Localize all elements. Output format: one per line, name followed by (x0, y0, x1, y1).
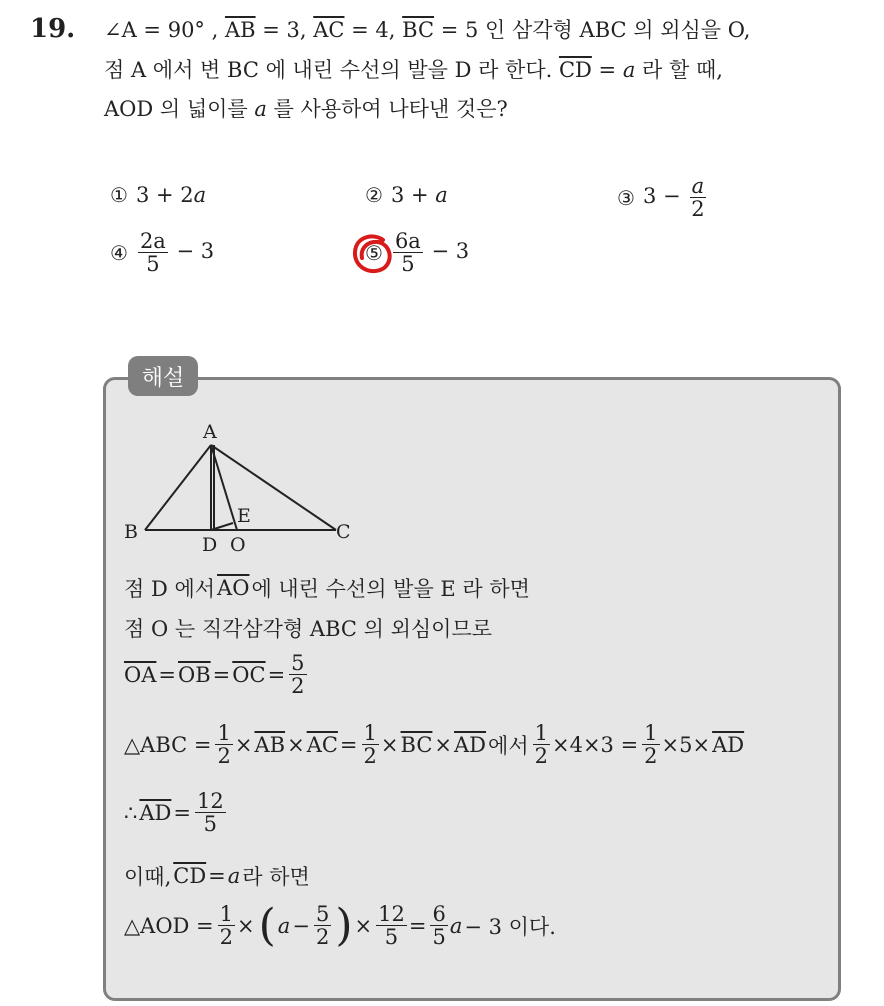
label-B: B (124, 521, 138, 543)
choice-2-text: 3 + a (390, 183, 448, 207)
choice-1-mark: ① (110, 183, 128, 207)
choice-2-mark: ② (365, 183, 383, 207)
solution-line-7: △AOD = $\frac{1}{2}$ × ( a − $\frac{5}{2}$ ) × $\frac{12}{5}$ = $\frac{6}{5}$ a − 3 이다. (124, 899, 556, 951)
choice-5-mark: ⑤ (365, 240, 383, 265)
choice-1[interactable] (110, 183, 206, 207)
solution-line-5: ∴ $\overline{AD}$ = $\frac{12}{5}$ (124, 789, 224, 837)
solution-line-6: 이때, $\overline{CD}$ = a 라 하면 (124, 864, 310, 889)
choice-5-text: $\frac{6a}{5}$ − 3 (394, 229, 470, 277)
solution-line-4: △ABC = $\frac{1}{2}$ × $\overline{AB}$ × $\overline{AC}$ = $\frac{1}{2}$ × $\overline{BC}$ × $\overline{AD}$ 에서 $\frac{1}{2}$ ×4×3 = $\frac{1}{2}$ ×5× $\overline{AD}$ (124, 721, 745, 769)
choice-3-text: 3 − $\frac{a}{2}$ (642, 174, 705, 222)
solution-line-2: 점 O 는 직각삼각형 ABC 의 외심이므로 (124, 617, 493, 641)
label-A: A (203, 421, 217, 443)
choice-4-mark: ④ (110, 240, 128, 265)
question-line-3: AOD 의 넓이를 a 를 사용하여 나타낸 것은? (104, 97, 508, 121)
choice-2[interactable] (365, 183, 448, 207)
selected-answer-circle-mark (350, 232, 400, 278)
question-number: 19. (30, 14, 76, 44)
question-line-2: 점 A 에서 변 BC 에 내린 수선의 발을 D 라 한다. $\overline{CD} = a$ 라 할 때, (104, 58, 723, 82)
question-line-1: ∠A = 90° , $\overline{AB} = 3$, $\overline{AC} = 4$, $\overline{BC} = 5$ 인 삼각형 ABC 의 외심을 O, (104, 18, 751, 42)
choice-3[interactable] (617, 175, 709, 220)
label-C: C (336, 521, 351, 543)
solution-line-3: $\overline{OA}$ = $\overline{OB}$ = $\overline{OC}$ = $\frac{5}{2}$ (124, 651, 305, 699)
label-D: D (202, 534, 218, 556)
choice-1-text: 3 + 2a (135, 183, 207, 207)
label-E: E (237, 505, 251, 527)
choice-3-mark: ③ (617, 185, 635, 210)
choice-4-text: $\frac{2a}{5}$ − 3 (139, 229, 215, 277)
choice-4[interactable] (110, 230, 214, 275)
segment-AC (211, 445, 336, 530)
solution-line-1: 점 D 에서 $\overline{AO}$ 에 내린 수선의 발을 E 라 하면 (124, 576, 530, 601)
label-O: O (230, 534, 246, 556)
solution-tag: 해설 (128, 356, 198, 396)
triangle-figure (120, 416, 360, 556)
segment-AB (145, 445, 211, 530)
